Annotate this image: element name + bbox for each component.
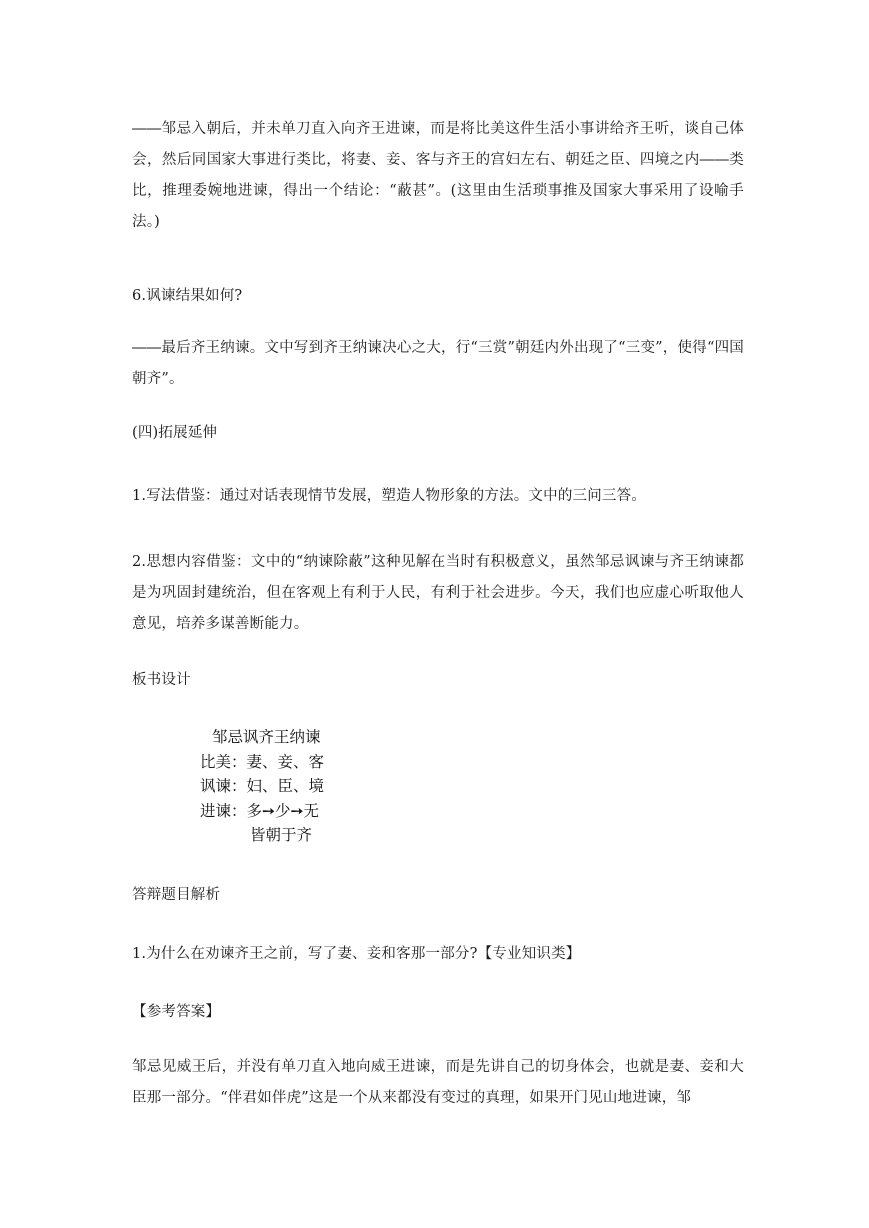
question-6: 6.讽谏结果如何? <box>132 288 243 304</box>
board-row-satire: 讽谏：妇、臣、境 <box>200 777 325 795</box>
reference-answer-text: 邹忌见威王后，并没有单刀直入地向威王进谏，而是先讲自己的切身体会，也就是妻、妾和大臣那一部分。“伴君如伴虎”这是一个从来都没有变过的真理，如果开门见山地进谏，邹 <box>132 1059 744 1106</box>
blackboard-design <box>200 725 350 848</box>
board-last-row: 皆朝于齐 <box>250 826 313 844</box>
extension-item-2: 2.思想内容借鉴：文中的“纳谏除蔽”这种见解在当时有积极意义，虽然邹忌讽谏与齐王纳谏都是为巩固封建统治，但在客观上有利于人民，有利于社会进步。今天，我们也应虚心听取他人意见，培养多谋善断能力。 <box>132 554 744 632</box>
board-design-heading: 板书设计 <box>132 672 191 688</box>
defense-heading: 答辩题目解析 <box>132 887 221 903</box>
extension-item-1: 1.写法借鉴：通过对话表现情节发展，塑造人物形象的方法。文中的三问三答。 <box>132 488 647 504</box>
paragraph-analogy: ――邹忌入朝后，并未单刀直入向齐王进谏，而是将比美这件生活小事讲给齐王听，谈自己体会，然后同国家大事进行类比，将妻、妾、客与齐王的宫妇左右、朝廷之臣、四境之内――类比，推理委婉地进谏，得出一个结论：“蔽甚”。(这里由生活琐事推及国家大事采用了设喻手法。) <box>132 121 744 230</box>
board-row-remonstrance: 进谏：多➙少➙无 <box>200 801 319 820</box>
defense-question-1: 1.为什么在劝谏齐王之前，写了妻、妾和客那一部分?【专业知识类】 <box>132 946 581 962</box>
section-heading-extension: (四)拓展延伸 <box>132 425 218 441</box>
paragraph-result: ――最后齐王纳谏。文中写到齐王纳谏决心之大，行“三赏”朝廷内外出现了“三变”，使得“四国朝齐”。 <box>132 340 744 387</box>
board-row-comparison: 比美：妻、妾、客 <box>200 752 325 771</box>
board-title: 邹忌讽齐王纳谏 <box>212 728 321 746</box>
reference-answer-label: 【参考答案】 <box>132 1004 221 1020</box>
